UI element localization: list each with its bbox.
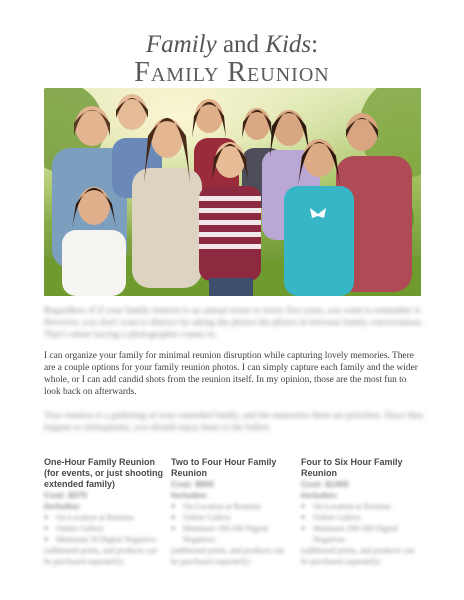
list-item: ● Minimum 100-200 Digital Negatives — [171, 523, 293, 545]
package-items — [44, 512, 166, 545]
package-cost: Cost: $375 — [44, 490, 87, 500]
package-four-to-six-hour — [301, 457, 423, 567]
intro-paragraph: Regardless of if your family reunion is an annual event or every five years, you want to remember it. However, you don't want to distract by taking the photos the photos in between family conversations. That's where having a photographer comes in. — [44, 306, 424, 340]
title-word-kids: Kids — [265, 31, 312, 58]
package-cost: Cost: $950 — [171, 479, 214, 489]
title-word-family: Family — [145, 31, 217, 58]
package-items — [301, 501, 423, 545]
package-title: One-Hour Family Reunion (for events, or just shooting extended family) — [44, 457, 164, 489]
package-cost: Cost: $1400 — [301, 479, 349, 489]
list-item: ● Online Gallery — [301, 512, 423, 523]
package-details — [171, 479, 293, 567]
package-note: (additional prints, and products can be purchased separately) — [171, 546, 285, 566]
package-title: Two to Four Hour Family Reunion — [171, 457, 277, 478]
package-items — [171, 501, 293, 545]
list-item: ● Minimum 50 Digital Negatives — [44, 534, 166, 545]
main-paragraph: I can organize your family for minimal reunion disruption while capturing lovely memories. There are a couple options for your family reunion photos. I can simply capture each family and the wider whole, or I can add candid shots from the reunion itself. In my opinion, those are the most fun to look back on afterwards. — [44, 351, 418, 397]
package-includes-label: Includes: — [301, 490, 339, 500]
page-title: Family Reunion — [134, 57, 330, 88]
list-item: ● Online Gallery — [171, 512, 293, 523]
list-item: ● On-Location at Reunion — [44, 512, 166, 523]
package-two-to-four-hour — [171, 457, 293, 567]
list-item: ● Online Gallery — [44, 523, 166, 534]
package-title: Four to Six Hour Family Reunion — [301, 457, 403, 478]
package-details — [44, 490, 166, 567]
package-details — [301, 479, 423, 567]
package-note: (additional prints, and products can be purchased separately) — [44, 546, 158, 566]
package-note: (additional prints, and products can be purchased separately) — [301, 546, 415, 566]
list-item: ● On-Location at Reunion — [171, 501, 293, 512]
list-item: ● Minimum 200-300 Digital Negatives — [301, 523, 423, 545]
package-includes-label: Includes: — [171, 490, 209, 500]
list-item: ● On-Location at Reunion — [301, 501, 423, 512]
title-word-and: and — [216, 31, 266, 58]
closing-paragraph: Your reunion is a gathering of your extended family, and the memories there are priceless. Since they happen so infrequently, you should enjoy them to the fullest. — [44, 411, 424, 433]
package-includes-label: Includes: — [44, 501, 82, 511]
family-photo — [44, 88, 421, 296]
title-colon: : — [311, 31, 319, 58]
package-one-hour — [44, 457, 166, 567]
